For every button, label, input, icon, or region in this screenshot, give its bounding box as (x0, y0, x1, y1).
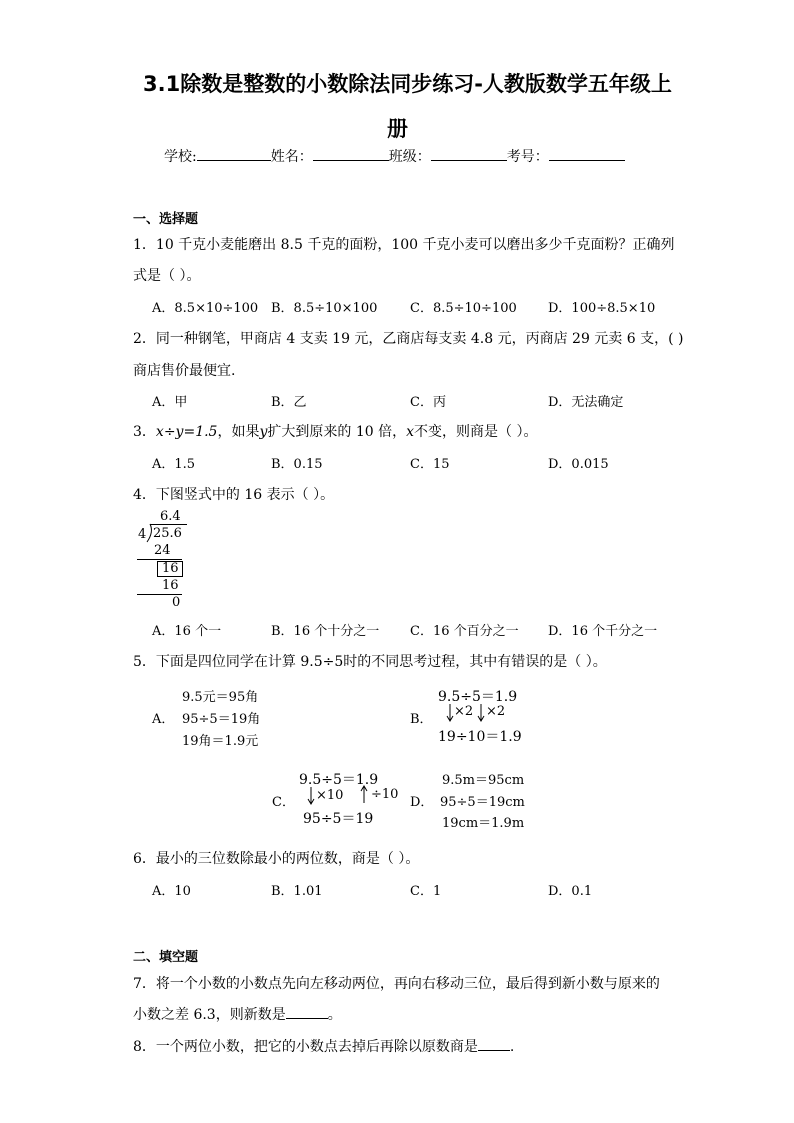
division-bar (150, 524, 187, 525)
division-underline-1 (137, 559, 182, 560)
q7-answer-blank[interactable] (286, 1004, 328, 1019)
name-label: 姓名： (270, 149, 313, 165)
q3-option-a[interactable]: A．1.5 (152, 457, 196, 472)
q4-option-c[interactable]: C．16 个百分之一 (410, 624, 519, 639)
q5-d-line3: 19cm＝1.9m (442, 816, 525, 831)
division-remainder: 0 (172, 595, 181, 610)
exam-no-blank[interactable] (549, 146, 625, 161)
q4-option-a[interactable]: A．16 个一 (152, 624, 222, 639)
q1-option-d[interactable]: D．100÷8.5×10 (548, 301, 656, 316)
question-7-line2 (133, 1004, 342, 1024)
q5-c-arrow1-label: ×10 (316, 788, 344, 803)
q6-option-a[interactable]: A．10 (152, 884, 191, 899)
class-label: 班级： (388, 149, 431, 165)
q1-option-a[interactable]: A．8.5×10÷100 (152, 301, 259, 316)
q5-a-label: A． (152, 712, 175, 727)
question-7-line1: 7．将一个小数的小数点先向左移动两位，再向右移动三位，最后得到新小数与原来的 (133, 976, 660, 992)
question-2-line1: 2．同一种钢笔，甲商店 4 支卖 19 元，乙商店每支卖 4.8 元，丙商店 29 元卖 6 支，( ) (133, 331, 684, 347)
q5-c-arrow2-label: ÷10 (371, 787, 399, 802)
q2-option-b[interactable]: B．乙 (271, 395, 307, 410)
division-boxed-value: 16 (162, 561, 179, 576)
q5-a-line3: 19角＝1.9元 (182, 734, 259, 749)
section-heading-fill: 二、填空题 (133, 950, 199, 965)
q3-option-c[interactable]: C．15 (410, 457, 450, 472)
q2-option-c[interactable]: C．丙 (410, 395, 446, 410)
division-step2: 16 (162, 578, 179, 593)
q1-option-b[interactable]: B．8.5÷10×100 (271, 301, 378, 316)
q3-number: 3． (133, 424, 156, 440)
division-divisor: 4 (138, 527, 147, 542)
q5-b-arrow2-label: ×2 (486, 704, 506, 719)
q5-b-arrow1-label: ×2 (454, 704, 474, 719)
q7-text-end: 。 (327, 1007, 342, 1023)
exam-no-label: 考号： (506, 149, 549, 165)
q5-c-line1: 9.5÷5＝1.9 (299, 772, 379, 788)
q5-a-line1: 9.5元＝95角 (182, 690, 259, 705)
question-4: 4．下图竖式中的 16 表示（ ）。 (133, 487, 335, 503)
division-step1: 24 (154, 543, 171, 558)
question-1-line2: 式是（ ）。 (133, 268, 201, 284)
q3-option-d[interactable]: D．0.015 (548, 457, 609, 472)
question-2-line2: 商店售价最便宜. (133, 363, 236, 379)
question-3 (133, 421, 537, 441)
question-5: 5．下面是四位同学在计算 9.5÷5时的不同思考过程，其中有错误的是（ ）。 (133, 654, 607, 670)
q5-b-line1: 9.5÷5＝1.9 (438, 689, 518, 705)
q3-text-2: 扩大到原来的 10 倍， (267, 424, 407, 440)
section-heading-choice: 一、选择题 (133, 212, 199, 227)
question-8 (133, 1036, 514, 1056)
q7-text: 小数之差 6.3，则新数是 (133, 1007, 286, 1023)
division-dividend: 25.6 (153, 526, 182, 541)
q3-var-y: y (259, 424, 268, 440)
school-blank[interactable] (197, 146, 271, 161)
q5-d-label: D． (410, 795, 434, 810)
page-title: 3.1除数是整数的小数除法同步练习-人教版数学五年级上 (143, 72, 672, 96)
q5-a-line2: 95÷5＝19角 (182, 712, 261, 727)
q6-option-c[interactable]: C．1 (410, 884, 442, 899)
school-label: 学校: (164, 149, 197, 165)
q5-b-line3: 19÷10＝1.9 (438, 729, 522, 745)
q3-equation: x÷y=1.5 (155, 424, 218, 440)
up-arrow-icon (360, 786, 368, 804)
q1-option-c[interactable]: C．8.5÷10÷100 (410, 301, 517, 316)
down-arrow-icon (477, 704, 485, 722)
q3-text-1: ，如果 (217, 424, 260, 440)
division-quotient: 6.4 (160, 509, 181, 524)
q3-var-x: x (406, 424, 414, 440)
down-arrow-icon (307, 787, 315, 805)
question-6: 6．最小的三位数除最小的两位数，商是（ ）。 (133, 851, 420, 867)
q8-answer-blank[interactable] (478, 1036, 510, 1051)
q8-text: 8．一个两位小数，把它的小数点去掉后再除以原数商是 (133, 1039, 478, 1055)
q6-option-d[interactable]: D．0.1 (548, 884, 593, 899)
q2-option-d[interactable]: D．无法确定 (548, 395, 624, 410)
q5-c-line3: 95÷5＝19 (303, 811, 374, 827)
q3-option-b[interactable]: B．0.15 (271, 457, 323, 472)
question-1-line1: 1．10 千克小麦能磨出 8.5 千克的面粉，100 千克小麦可以磨出多少千克面粉？正确列 (133, 237, 675, 253)
q5-b-label: B． (410, 712, 433, 727)
down-arrow-icon (446, 704, 454, 722)
q5-c-label: C． (272, 795, 295, 810)
page-title-continued: 册 (387, 117, 408, 141)
q8-text-end: . (509, 1039, 515, 1055)
header-fields (164, 146, 625, 166)
q2-option-a[interactable]: A．甲 (152, 395, 188, 410)
q6-option-b[interactable]: B．1.01 (271, 884, 323, 899)
q5-d-line2: 95÷5＝19cm (440, 795, 525, 810)
q4-option-d[interactable]: D．16 个千分之一 (548, 624, 658, 639)
q5-d-line1: 9.5m＝95cm (442, 773, 525, 788)
q4-option-b[interactable]: B．16 个十分之一 (271, 624, 380, 639)
name-blank[interactable] (313, 146, 389, 161)
class-blank[interactable] (431, 146, 507, 161)
q3-text-3: 不变，则商是（ ）。 (414, 424, 538, 440)
